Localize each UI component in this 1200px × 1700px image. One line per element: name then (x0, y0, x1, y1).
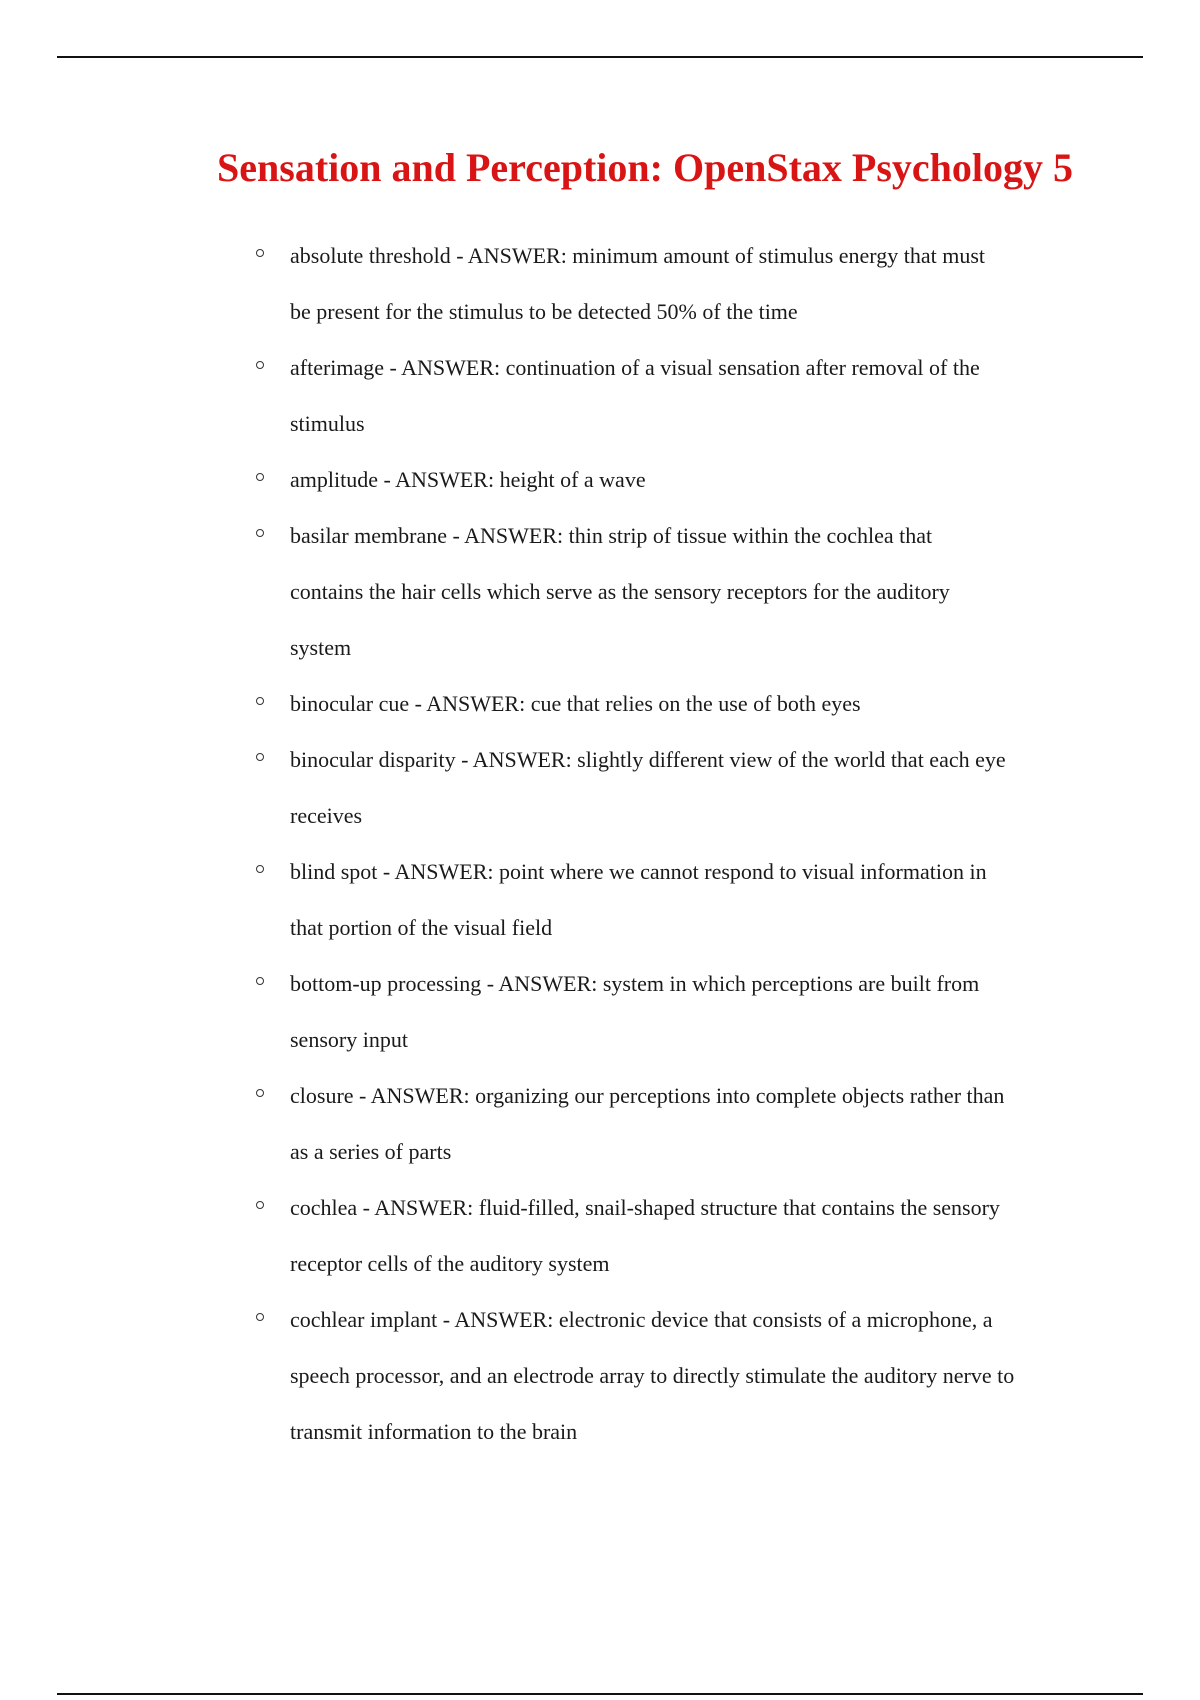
term-text: amplitude - ANSWER: height of a wave (290, 467, 646, 492)
bullet-circle-icon (256, 865, 264, 873)
term-text: blind spot - ANSWER: point where we cannot respond to visual information in that portion of the visual field (290, 859, 987, 940)
bullet-circle-icon (256, 977, 264, 985)
term-text: closure - ANSWER: organizing our perceptions into complete objects rather than as a series of parts (290, 1083, 1005, 1164)
bullet-circle-icon (256, 361, 264, 369)
term-text: binocular disparity - ANSWER: slightly different view of the world that each eye receives (290, 747, 1006, 828)
bullet-circle-icon (256, 473, 264, 481)
bullet-circle-icon (256, 249, 264, 257)
list-item (0, 340, 1200, 452)
bullet-circle-icon (256, 1313, 264, 1321)
bullet-circle-icon (256, 529, 264, 537)
list-item (0, 1292, 1200, 1460)
list-item (0, 676, 1200, 732)
list-item (0, 228, 1200, 340)
list-item (0, 732, 1200, 844)
list-item (0, 1068, 1200, 1180)
list-item (0, 1180, 1200, 1292)
term-text: basilar membrane - ANSWER: thin strip of tissue within the cochlea that contains the hair cells which serve as the sensory receptors for the auditory system (290, 523, 950, 660)
list-item (0, 508, 1200, 676)
bullet-circle-icon (256, 753, 264, 761)
bullet-circle-icon (256, 697, 264, 705)
list-item (0, 452, 1200, 508)
bullet-circle-icon (256, 1201, 264, 1209)
term-list (0, 228, 1200, 1460)
term-text: absolute threshold - ANSWER: minimum amount of stimulus energy that must be present for the stimulus to be detected 50% of the time (290, 243, 985, 324)
term-text: cochlear implant - ANSWER: electronic device that consists of a microphone, a speech processor, and an electrode array to directly stimulate the auditory nerve to transmit information to the brain (290, 1307, 1015, 1444)
term-text: binocular cue - ANSWER: cue that relies on the use of both eyes (290, 691, 861, 716)
term-text: cochlea - ANSWER: fluid-filled, snail-shaped structure that contains the sensory receptor cells of the auditory system (290, 1195, 1000, 1276)
page-title: Sensation and Perception: OpenStax Psychology 5 (217, 145, 1073, 190)
list-item (0, 956, 1200, 1068)
bullet-circle-icon (256, 1089, 264, 1097)
header-rule (57, 56, 1143, 58)
term-text: bottom-up processing - ANSWER: system in which perceptions are built from sensory input (290, 971, 980, 1052)
list-item (0, 844, 1200, 956)
term-text: afterimage - ANSWER: continuation of a visual sensation after removal of the stimulus (290, 355, 980, 436)
footer-rule (57, 1693, 1143, 1695)
